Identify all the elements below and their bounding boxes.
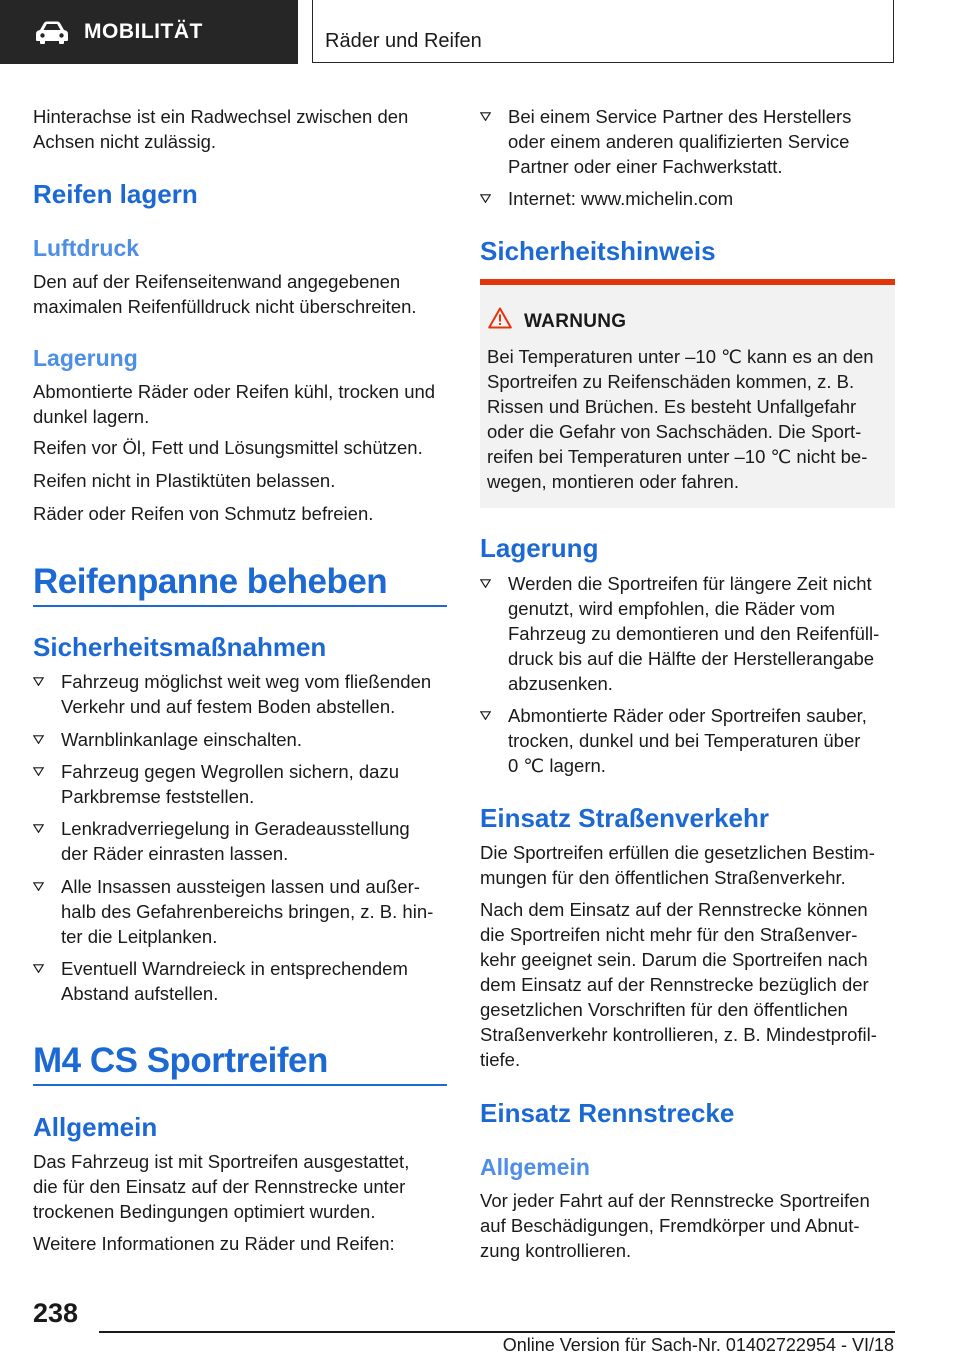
lagerung-p2: Reifen vor Öl, Fett und Lösungsmittel schützen. — [33, 437, 423, 458]
bullet-triangle-icon — [33, 677, 44, 686]
list-item: Fahrzeug gegen Wegrollen sichern, dazu Parkbremse feststellen. — [33, 759, 447, 809]
bullet-triangle-icon — [33, 767, 44, 776]
list-item: Abmontierte Räder oder Sportreifen sauber, trocken, dunkel und bei Temperaturen über 0 ℃ lagern. — [480, 703, 895, 778]
bullet-triangle-icon — [480, 112, 491, 121]
chapter-title: Räder und Reifen — [325, 30, 482, 52]
heading-rule — [33, 605, 447, 607]
bullet-triangle-icon — [33, 824, 44, 833]
warning-box — [480, 279, 895, 508]
page-number: 238 — [33, 1298, 79, 1328]
bullet-triangle-icon — [33, 964, 44, 973]
list-item: Internet: www.michelin.com — [480, 186, 895, 211]
heading-allgemein: Allgemein — [33, 1112, 158, 1142]
rennstrecke-text: Vor jeder Fahrt auf der Rennstrecke Sportreifen auf Beschädigungen, Fremdkörper und Abnut- zung kontrollieren. — [480, 1190, 870, 1261]
subheading-luftdruck: Luftdruck — [33, 235, 140, 261]
bullet-triangle-icon — [480, 194, 491, 203]
car-icon — [34, 20, 70, 44]
list-item: Warnblinkanlage einschalten. — [33, 727, 447, 752]
heading-reifen-lagern: Reifen lagern — [33, 179, 198, 209]
footer-rule — [99, 1331, 895, 1333]
footer-online-version: Online Version für Sach-Nr. 01402722954 - VI/18 — [502, 1335, 894, 1355]
subheading-lagerung: Lagerung — [33, 345, 138, 371]
heading-einsatz-rennstrecke: Einsatz Rennstrecke — [480, 1098, 735, 1128]
section-title: MOBILITÄT — [84, 20, 203, 43]
lagerung-text: Abmontierte Räder oder Reifen kühl, trocken und dunkel lagern. — [33, 381, 436, 427]
bullet-triangle-icon — [480, 711, 491, 720]
warning-label: WARNUNG — [524, 311, 627, 332]
heading-rule — [33, 1084, 447, 1086]
heading-sicherheitsmassnahmen: Sicherheitsmaßnahmen — [33, 632, 327, 662]
strasse-p2: Nach dem Einsatz auf der Rennstrecke können die Sportreifen nicht mehr für den Straßenver- kehr geeignet sein. Darum die Sportreifen nach dem Einsatz auf der Rennstrecke bezüglich der gesetzlichen Vorschriften für den öffentlichen Straßenverkehr kontrollieren, z. B. Mindestprofil- tiefe. — [480, 899, 877, 1070]
luftdruck-text: Den auf der Reifenseitenwand angegebenen maximalen Reifenfülldruck nicht überschreiten. — [33, 271, 417, 317]
list-item: Fahrzeug möglichst weit weg vom fließenden Verkehr und auf festem Boden abstellen. — [33, 669, 447, 719]
list-item: Bei einem Service Partner des Herstellers oder einem anderen qualifizierten Service Partner oder einer Fachwerkstatt. — [480, 104, 895, 179]
heading-sicherheitshinweis: Sicherheitshinweis — [480, 236, 716, 266]
heading-reifenpanne: Reifenpanne beheben — [33, 562, 388, 601]
lagerung-p4: Räder oder Reifen von Schmutz befreien. — [33, 503, 374, 524]
heading-einsatz-strassenverkehr: Einsatz Straßenverkehr — [480, 803, 770, 833]
weitere-text: Weitere Informationen zu Räder und Reifen: — [33, 1233, 395, 1254]
warning-triangle-icon — [488, 307, 512, 329]
lagerung-p3: Reifen nicht in Plastiktüten belassen. — [33, 470, 336, 491]
list-item: Alle Insassen aussteigen lassen und außer- halb des Gefahrenbereichs bringen, z. B. hin- ter die Leitplanken. — [33, 874, 447, 949]
warning-text: Bei Temperaturen unter –10 ℃ kann es an den Sportreifen zu Reifenschäden kommen, z. B. Rissen und Brüchen. Es besteht Unfallgefahr oder die Gefahr von Sachschäden. Die Sport- reifen bei Temperaturen unter –10 ℃ nicht be- wegen, montieren oder fahren. — [487, 346, 874, 492]
list-item: Lenkradverriegelung in Geradeausstellung der Räder einrasten lassen. — [33, 816, 447, 866]
section-tab — [0, 0, 298, 64]
bullet-triangle-icon — [33, 882, 44, 891]
bullet-triangle-icon — [480, 579, 491, 588]
chapter-header — [312, 0, 894, 63]
bullet-triangle-icon — [33, 735, 44, 744]
list-item: Eventuell Warndreieck in entsprechendem Abstand aufstellen. — [33, 956, 447, 1006]
intro-text: Hinterachse ist ein Radwechsel zwischen den Achsen nicht zulässig. — [33, 106, 409, 152]
list-item: Werden die Sportreifen für längere Zeit nicht genutzt, wird empfohlen, die Räder vom Fahrzeug zu demontieren und den Reifenfüll- druck bis auf die Hälfte der Herstellerangabe abzusenken. — [480, 571, 895, 696]
subheading-allgemein: Allgemein — [480, 1154, 590, 1180]
heading-m4-sportreifen: M4 CS Sportreifen — [33, 1041, 328, 1080]
heading-lagerung: Lagerung — [480, 533, 599, 563]
strasse-p1: Die Sportreifen erfüllen die gesetzlichen Bestim- mungen für den öffentlichen Straßenverkehr. — [480, 842, 875, 888]
allgemein-text: Das Fahrzeug ist mit Sportreifen ausgestattet, die für den Einsatz auf der Rennstrecke unter trockenen Bedingungen optimiert wurden. — [33, 1151, 410, 1222]
